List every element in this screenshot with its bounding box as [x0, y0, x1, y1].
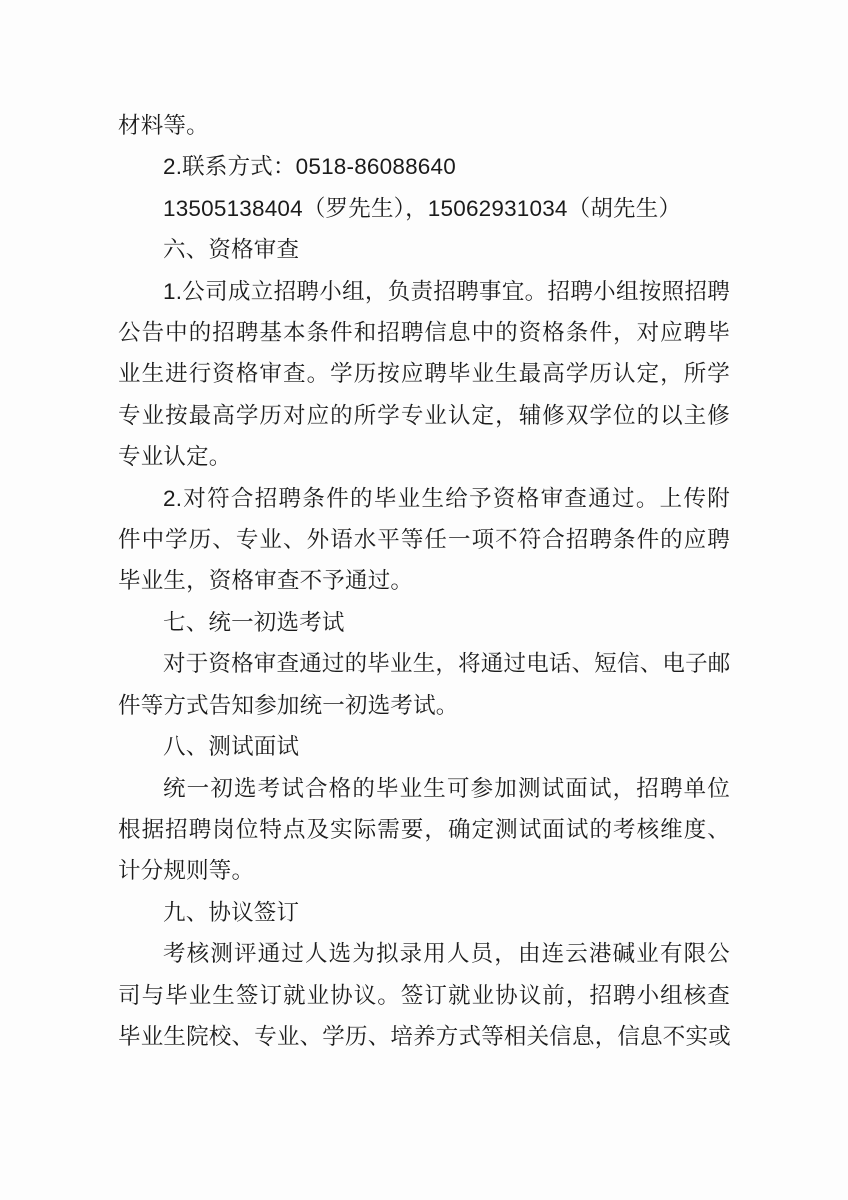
- text-line: 2.联系方式：0518-86088640: [163, 154, 456, 180]
- document-body: [118, 105, 730, 1057]
- text-line: 司与毕业生签订就业协议。签订就业协议前，招聘小组核查: [118, 982, 730, 1008]
- text-line: 计分规则等。: [118, 858, 255, 884]
- text-line: 根据招聘岗位特点及实际需要，确定测试面试的考核维度、: [118, 816, 730, 842]
- text-line: 专业按最高学历对应的所学专业认定，辅修双学位的以主修: [118, 402, 730, 428]
- text-line: 考核测评通过人选为拟录用人员，由连云港碱业有限公: [163, 941, 730, 967]
- text-line: 件中学历、专业、外语水平等任一项不符合招聘条件的应聘: [118, 527, 730, 553]
- section-heading: 九、协议签订: [163, 899, 300, 925]
- text-line: 2.对符合招聘条件的毕业生给予资格审查通过。上传附: [163, 485, 730, 511]
- text-line: 统一初选考试合格的毕业生可参加测试面试，招聘单位: [163, 775, 730, 801]
- section-heading: 七、统一初选考试: [163, 609, 345, 635]
- text-line: 材料等。: [118, 113, 209, 138]
- text-line: 1.公司成立招聘小组，负责招聘事宜。招聘小组按照招聘: [163, 278, 730, 304]
- text-line: 对于资格审查通过的毕业生，将通过电话、短信、电子邮: [163, 651, 731, 677]
- section-heading: 八、测试面试: [163, 734, 300, 760]
- text-line: 业生进行资格审查。学历按应聘毕业生最高学历认定，所学: [118, 361, 730, 387]
- text-line: 件等方式告知参加统一初选考试。: [118, 692, 459, 718]
- section-heading: 六、资格审查: [163, 237, 300, 263]
- text-line: 公告中的招聘基本条件和招聘信息中的资格条件，对应聘毕: [118, 320, 730, 346]
- text-line: 毕业生院校、专业、学历、培养方式等相关信息，信息不实或: [118, 1023, 731, 1049]
- text-line: 13505138404（罗先生），15062931034（胡先生）: [163, 195, 682, 221]
- text-line: 专业认定。: [118, 444, 232, 470]
- text-line: 毕业生，资格审查不予通过。: [118, 568, 414, 594]
